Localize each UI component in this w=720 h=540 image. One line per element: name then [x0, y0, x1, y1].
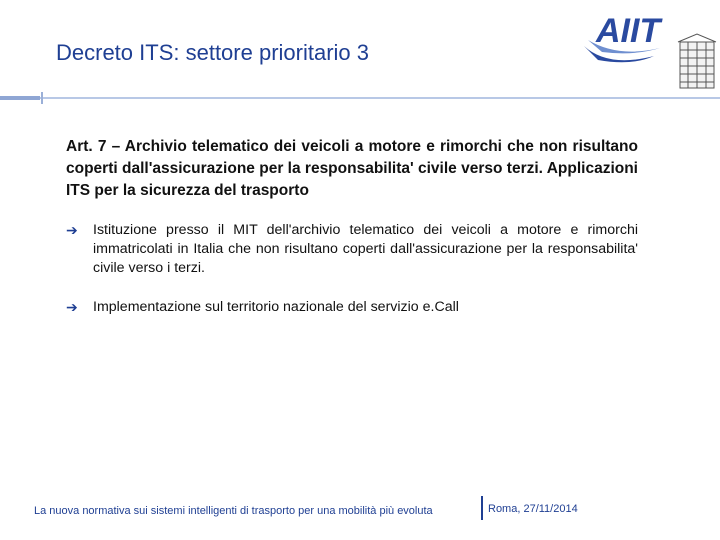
bullet-text: Istituzione presso il MIT dell'archivio telematico dei veicoli a motore e rimorchi immatricolati in Italia che non risultano coperti dall'assicurazione per la responsabilita' civile verso i terzi.: [93, 222, 638, 276]
arrow-right-icon: ➔: [66, 299, 78, 315]
bullet-text: Implementazione sul territorio nazionale del servizio e.Call: [93, 299, 459, 315]
building-icon: [678, 34, 716, 88]
footer-separator: [481, 496, 483, 520]
logo-text: AIIT: [596, 12, 661, 50]
header-divider-accent: [0, 96, 40, 100]
footer-date: Roma, 27/11/2014: [488, 503, 578, 515]
arrow-right-icon: ➔: [66, 222, 78, 238]
bullet-item: [66, 221, 638, 278]
slide-content: [66, 136, 638, 337]
header-divider-tick: [41, 92, 43, 104]
bullet-item: [66, 298, 638, 317]
lead-paragraph: Art. 7 – Archivio telematico dei veicoli a motore e rimorchi che non risultano coperti dall'assicurazione per la responsabilita' civile verso terzi. Applicazioni ITS per la sicurezza del trasporto: [66, 138, 638, 199]
slide-title: Decreto ITS: settore prioritario 3: [56, 40, 370, 65]
aiit-logo: [578, 6, 718, 92]
footer-caption: La nuova normativa sui sistemi intelligenti di trasporto per una mobilità più evoluta: [34, 505, 433, 517]
header-divider: [0, 97, 720, 99]
